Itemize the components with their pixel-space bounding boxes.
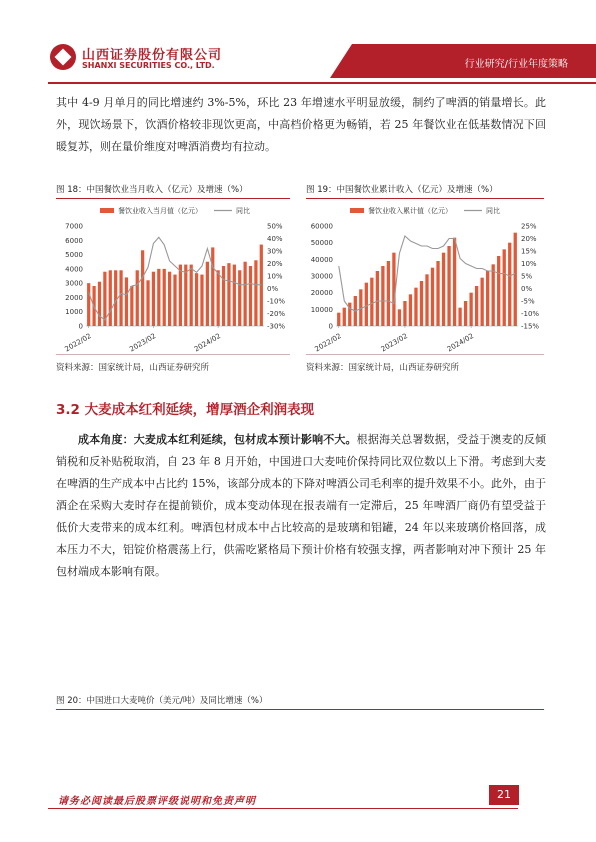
bar [119, 270, 122, 326]
y-right-tick-label: -15% [521, 322, 540, 331]
bar [146, 280, 149, 326]
bar [152, 272, 155, 326]
figure19-top-rule [306, 198, 544, 199]
bar [420, 281, 423, 326]
y-left-tick-label: 6000 [65, 236, 83, 245]
bar [464, 301, 467, 326]
bar [337, 313, 340, 326]
figure20-top-rule [56, 709, 544, 710]
bar [244, 262, 247, 326]
y-left-tick-label: 30000 [310, 272, 333, 281]
y-left-tick-label: 0 [78, 322, 83, 331]
figure18-source: 资料来源：国家统计局，山西证券研究所 [56, 363, 210, 373]
bar [173, 275, 176, 326]
bar [370, 278, 373, 326]
bar [114, 270, 117, 326]
disclaimer-text: 请务必阅读最后股票评级说明和免责声明 [58, 796, 256, 807]
y-right-tick-label: 5% [521, 272, 533, 281]
y-right-tick-label: -10% [267, 297, 286, 306]
chart-legend [100, 206, 250, 215]
bar [403, 301, 406, 326]
y-left-tick-label: 10000 [310, 305, 333, 314]
y-left-tick-label: 2000 [65, 293, 83, 302]
bar [179, 265, 182, 326]
bar [508, 243, 511, 326]
bar [195, 273, 198, 326]
figure18-bottom-rule [56, 354, 290, 355]
legend-label-bars: 餐饮业收入累计值（亿元） [368, 207, 452, 215]
bar [431, 268, 434, 326]
y-right-tick-label: -30% [267, 322, 286, 331]
bar [376, 271, 379, 326]
bar [168, 272, 171, 326]
bar [163, 269, 166, 326]
bar [211, 247, 214, 326]
bar [425, 274, 428, 326]
bar [503, 249, 506, 326]
bar [136, 270, 139, 326]
company-name-en: SHANXI SECURITIES CO., LTD. [82, 61, 215, 70]
y-right-tick-label: -20% [267, 310, 286, 318]
bar [233, 265, 236, 326]
figure19-chart [306, 200, 544, 352]
x-tick-label: 2024/02 [192, 332, 223, 354]
y-right-tick-label: 25% [521, 222, 537, 231]
legend-label-line: 同比 [236, 207, 250, 215]
bar [98, 282, 101, 326]
bar [497, 256, 500, 326]
bar [453, 238, 456, 326]
section-title: 3.2 大麦成本红利延续，增厚酒企利润表现 [56, 402, 315, 418]
bar [343, 308, 346, 326]
page-number: 21 [489, 785, 519, 805]
y-left-tick-label: 40000 [310, 255, 333, 264]
figure20-title: 图 20：中国进口大麦吨价（美元/吨）及同比增速（%） [56, 696, 268, 706]
bar [217, 270, 220, 326]
y-right-tick-label: 10% [267, 272, 283, 281]
y-right-tick-label: 50% [267, 222, 283, 231]
bar [387, 261, 390, 326]
bar [436, 261, 439, 326]
figure18-top-rule [56, 198, 290, 199]
bar [442, 253, 445, 326]
y-left-tick-label: 1000 [65, 308, 83, 317]
y-right-tick-label: 0% [521, 285, 533, 293]
company-logo-icon [50, 44, 76, 70]
y-left-tick-label: 50000 [310, 239, 333, 248]
legend-swatch-bars [100, 208, 114, 213]
y-right-tick-label: 15% [521, 247, 537, 256]
bar [381, 266, 384, 326]
bar [200, 275, 203, 326]
y-right-tick-label: 30% [267, 247, 283, 256]
legend-label-bars: 餐饮业收入当月值（亿元） [118, 207, 202, 215]
section-lead: 成本角度：大麦成本红利延续，包材成本预计影响不大。 [78, 433, 357, 446]
bar [409, 294, 412, 326]
bar [125, 277, 128, 326]
figure18-chart [56, 200, 290, 352]
legend-label-line: 同比 [486, 207, 500, 215]
x-tick-label: 2023/02 [379, 332, 409, 354]
bar [254, 260, 257, 326]
x-tick-label: 2022/02 [63, 332, 93, 354]
y-left-tick-label: 4000 [65, 265, 83, 274]
section-body-text: 根据海关总署数据，受益于澳麦的反倾销税和反补贴税取消，自 23 年 8 月开始，中国进口大麦吨价保持同比双位数以上下滑。考虑到大麦在啤酒的生产成本中占比约 15%，该部分成本的下降对啤酒公司毛利率的提升效果不小。此外，由于酒企在采购大麦时存在提前锁价，成本变动体现在报表端有一定滞后，25 年啤酒厂商仍有望受益于低价大麦带来的成本红利。啤酒包材成本中占比较高的是玻璃和铝罐，24 年以来玻璃价格回落，成本压力不大，铝锭价格震荡上行，供需吃紧格局下预计价格有较强支撑，两者影响对冲下预计 25 年包材端成本影响有限。 [56, 433, 547, 578]
y-right-tick-label: 20% [521, 235, 537, 243]
y-right-tick-label: 0% [267, 285, 279, 293]
y-right-tick-label: -5% [521, 297, 535, 306]
y-left-tick-label: 60000 [310, 222, 333, 231]
bar [109, 270, 112, 326]
header-divider [48, 82, 596, 84]
bar [492, 264, 495, 326]
y-left-tick-label: 0 [328, 322, 333, 331]
report-type: 行业研究/行业年度策略 [464, 59, 568, 70]
bar [249, 266, 252, 326]
bar [414, 288, 417, 326]
bar [141, 250, 144, 326]
bar [365, 283, 368, 326]
bar [480, 278, 483, 326]
x-tick-label: 2022/02 [313, 332, 343, 354]
bar [130, 286, 133, 326]
footer-divider [48, 808, 518, 809]
bar [190, 265, 193, 326]
bar [184, 265, 187, 326]
bar [486, 271, 489, 326]
y-right-tick-label: -10% [521, 310, 540, 318]
y-left-tick-label: 20000 [310, 289, 333, 298]
y-left-tick-label: 3000 [65, 279, 83, 288]
figure19-title: 图 19：中国餐饮业累计收入（亿元）及增速（%） [306, 185, 498, 195]
figure18-title: 图 18：中国餐饮业当月收入（亿元）及增速（%） [56, 185, 248, 195]
x-tick-label: 2023/02 [128, 332, 158, 354]
bar [447, 246, 450, 326]
bar [469, 293, 472, 326]
figure19-bottom-rule [306, 354, 544, 355]
chart-legend [350, 206, 500, 215]
bar [222, 266, 225, 326]
bar [87, 283, 90, 326]
y-right-tick-label: 10% [521, 260, 537, 268]
figure19-source: 资料来源：国家统计局，山西证券研究所 [306, 363, 460, 373]
x-tick-label: 2024/02 [445, 332, 476, 354]
bar [227, 263, 230, 326]
company-name-cn: 山西证券股份有限公司 [82, 48, 223, 63]
bar [475, 286, 478, 326]
bar [458, 308, 461, 326]
y-right-tick-label: 40% [267, 235, 283, 243]
legend-swatch-bars [350, 208, 364, 213]
intro-paragraph: 其中 4-9 月单月的同比增速约 3%-5%，环比 23 年增速水平明显放缓，制约了啤酒的销量增长。此外，现饮场景下，饮酒价格较非现饮更高，中高档价格更为畅销，若 25 年餐饮业在低基数情况下回暖复苏，则在量价维度对啤酒消费均有拉动。 [56, 96, 546, 153]
bar [206, 262, 209, 326]
bar [238, 270, 241, 326]
bar [157, 269, 160, 326]
bar [398, 309, 401, 326]
y-left-tick-label: 7000 [65, 222, 83, 231]
bar [514, 233, 517, 326]
y-right-tick-label: 20% [267, 260, 283, 268]
y-left-tick-label: 5000 [65, 251, 83, 260]
section-body [56, 429, 546, 583]
